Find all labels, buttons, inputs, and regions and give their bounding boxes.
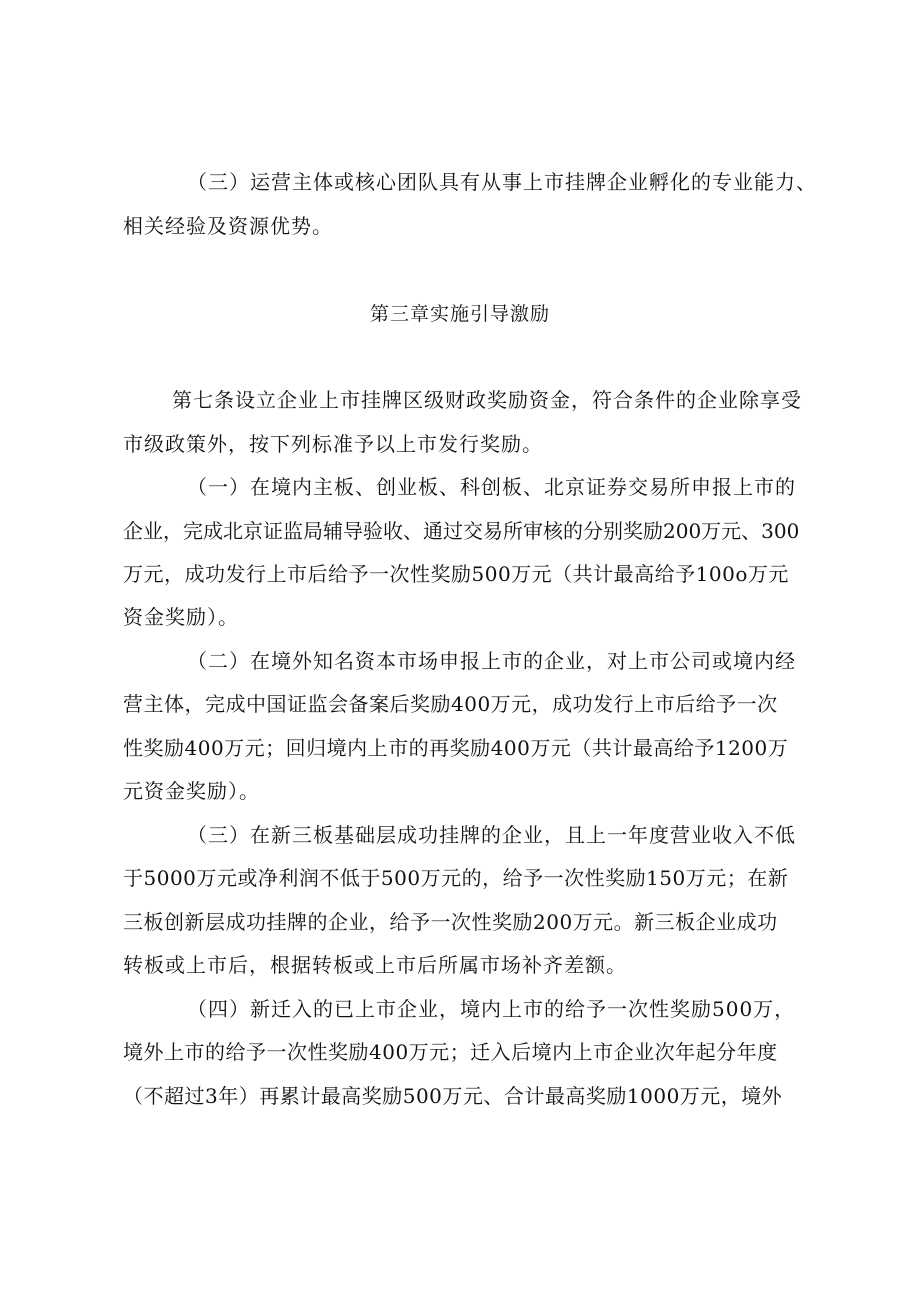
paragraph-line: 第七条设立企业上市挂牌区级财政奖励资金，符合条件的企业除享受 bbox=[172, 388, 802, 412]
paragraph-line: 性奖励400万元；回归境内上市的再奖励400万元（共计最高给予1200万 bbox=[123, 736, 789, 760]
paragraph-line: 企业，完成北京证监局辅导验收、通过交易所审核的分别奖励200万元、300 bbox=[123, 519, 800, 543]
paragraph-line: （三）运营主体或核心团队具有从事上市挂牌企业孵化的专业能力、 bbox=[187, 170, 817, 194]
paragraph-line: 三板创新层成功挂牌的企业，给予一次性奖励200万元。新三板企业成功 bbox=[123, 910, 778, 934]
paragraph-line: 境外上市的给予一次性奖励400万元；迁入后境内上市企业次年起分年度 bbox=[123, 1040, 778, 1064]
paragraph-line: （二）在境外知名资本市场申报上市的企业，对上市公司或境内经 bbox=[187, 649, 796, 673]
chapter-title: 第三章实施引导激励 bbox=[369, 303, 550, 325]
paragraph-line: 万元，成功发行上市后给予一次性奖励500万元（共计最高给予100o万元 bbox=[123, 562, 789, 586]
paragraph-line: 于5000万元或净利润不低于500万元的，给予一次性奖励150万元；在新 bbox=[123, 866, 789, 890]
paragraph-line: （一）在境内主板、创业板、科创板、北京证券交易所申报上市的 bbox=[187, 475, 796, 499]
paragraph-line: 营主体，完成中国证监会备案后奖励400万元，成功发行上市后给予一次 bbox=[123, 692, 778, 716]
paragraph-line: （三）在新三板基础层成功挂牌的企业，且上一年度营业收入不低 bbox=[187, 823, 796, 847]
paragraph-line: （不超过3年）再累计最高奖励500万元、合计最高奖励1000万元，境外 bbox=[123, 1084, 783, 1108]
paragraph-line: 资金奖励）。 bbox=[123, 605, 239, 629]
paragraph-line: 元资金奖励）。 bbox=[123, 779, 260, 803]
paragraph-line: 相关经验及资源优势。 bbox=[123, 214, 333, 238]
paragraph-line: （四）新迁入的已上市企业，境内上市的给予一次性奖励500万， bbox=[187, 997, 796, 1021]
paragraph-line: 市级政策外，按下列标准予以上市发行奖励。 bbox=[123, 432, 543, 456]
paragraph-line: 转板或上市后，根据转板或上市后所属市场补齐差额。 bbox=[123, 953, 627, 977]
